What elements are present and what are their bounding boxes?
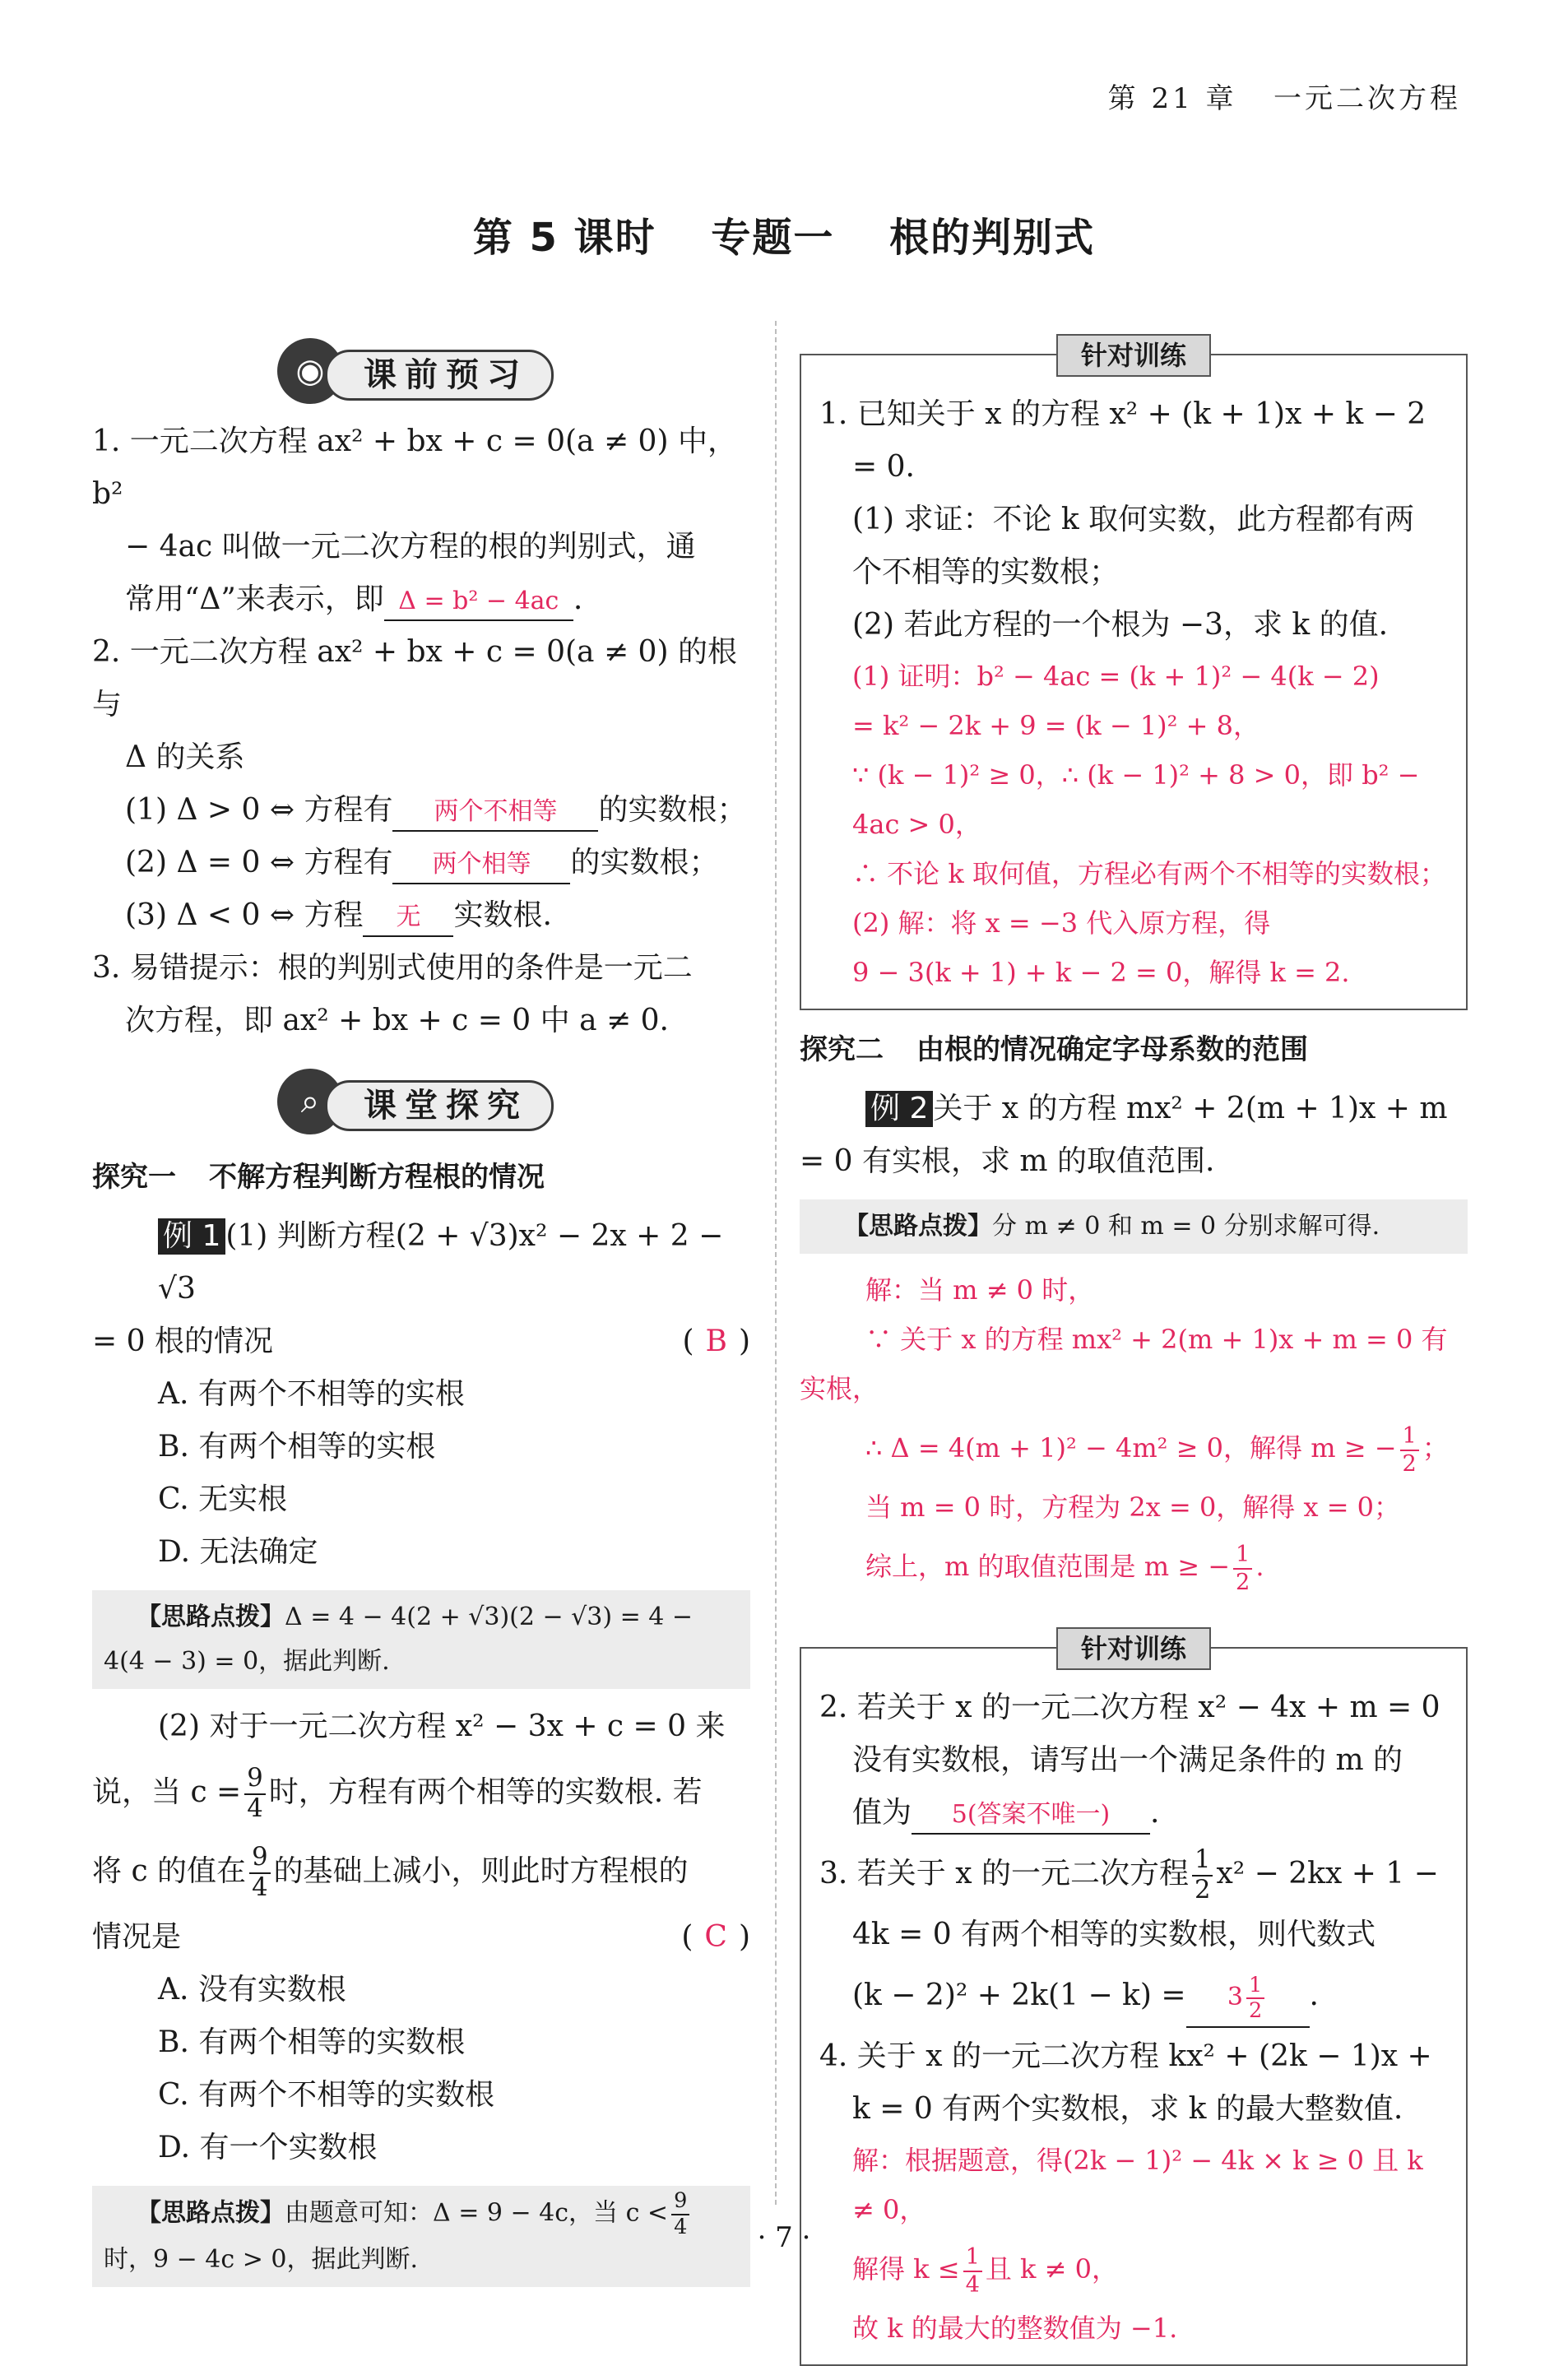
choice-1a: A. 有两个不相等的实根 [158, 1377, 465, 1411]
training-2-line-b: 没有实数根，请写出一个满足条件的 m 的 [852, 1743, 1403, 1777]
lesson-number: 第 5 课时 [472, 215, 656, 261]
lesson-topic: 专题一 [711, 215, 835, 261]
example-2-answer-6: 综上，m 的取值范围是 m ≥ − $\frac{1}{2}$ . [865, 1542, 1264, 1595]
pre-item-3-line-b: 次方程，即 ax² + bx + c = 0 中 a ≠ 0. [125, 1004, 669, 1037]
pre-class-badge [277, 333, 750, 415]
example-2-answer-4: ∴ Δ = 4(m + 1)² − 4m² ≥ 0，解得 m ≥ − $\frac{1}{2}$ ； [865, 1423, 1449, 1477]
explore-2-name: 由根的情况确定字母系数的范围 [916, 1033, 1308, 1066]
fraction-denominator: 2 [1402, 1450, 1417, 1477]
example-2-answer-5: 当 m = 0 时，方程为 2x = 0，解得 x = 0； [865, 1492, 1401, 1523]
explore-2-title [800, 1023, 1468, 1076]
training-4-answer-3: 故 k 的最大的整数值为 −1. [852, 2313, 1178, 2344]
pre-item-1-line-c-text: 常用“Δ”来表示，即 [125, 582, 384, 616]
training-1-answer-3: ∵ (k − 1)² ≥ 0，∴ (k − 1)² + 8 > 0，即 b² − 4ac > 0， [852, 759, 1420, 840]
pre-item-1-line-c: 常用“Δ”来表示，即 Δ = b² − 4ac . [92, 573, 750, 626]
choice-2b: B. 有两个相等的实数根 [158, 2025, 466, 2059]
training-3-line-a-pre: 3. 若关于 x 的一元二次方程 [819, 1857, 1189, 1890]
relation-3 [92, 889, 750, 942]
fraction-numerator: 9 [244, 1766, 265, 1795]
fraction-nine-quarters-2 [249, 1845, 270, 1900]
hint-1-label: 【思路点拨】 [137, 1603, 285, 1631]
example-1-q2-line-a: (2) 对于一元二次方程 x² − 3x + c = 0 来 [158, 1710, 726, 1743]
example-1-q2-text-b-pre: 说，当 c = [92, 1775, 242, 1809]
example-1-q2-answer: C [704, 1920, 727, 1954]
training-tag-1: 针对训练 [1056, 334, 1211, 377]
hint-2-text-a: 由题意可知：Δ = 9 − 4c，当 c < [285, 2198, 669, 2228]
right-column [800, 321, 1468, 2366]
training-1-line-c: (1) 求证：不论 k 取何实数，此方程都有两 [852, 503, 1415, 536]
example-2-text-a: 关于 x 的方程 mx² + 2(m + 1)x + m [933, 1092, 1448, 1125]
training-4-line-b: k = 0 有两个实数根，求 k 的最大整数值. [852, 2092, 1403, 2126]
training-3-answer-fraction [1246, 1972, 1264, 2023]
fraction-numerator: 1 [1246, 1975, 1264, 2000]
training-3-line-b: 4k = 0 有两个相等的实数根，则代数式 [852, 1918, 1376, 1951]
choice-2a: A. 没有实数根 [158, 1973, 346, 2006]
choice-2d: D. 有一个实数根 [158, 2131, 378, 2164]
fraction-denominator: 4 [965, 2271, 980, 2298]
pre-item-1-line-b: − 4ac 叫做一元二次方程的根的判别式，通 [125, 530, 696, 564]
fraction-nine-quarters [244, 1766, 265, 1821]
training-3-line-c-text: (k − 2)² + 2k(1 − k) = [852, 1979, 1186, 2012]
example-2-answer-2: ∵ 关于 x 的方程 mx² + 2(m + 1)x + m = 0 有 [865, 1324, 1448, 1355]
example-1-q1-answer: B [705, 1324, 727, 1358]
fraction-denominator: 2 [1194, 1876, 1211, 1904]
hint-1-line-b: 4(4 − 3) = 0，据此判断. [104, 1647, 390, 1676]
column-divider [775, 321, 777, 2205]
training-3-line-a-post: x² − 2kx + 1 − [1216, 1857, 1439, 1890]
pre-item-2-line-b: Δ 的关系 [125, 740, 245, 774]
relation-2-answer: 两个相等 [392, 847, 570, 884]
explore-1-label: 探究一 [92, 1161, 176, 1194]
training-box-2 [800, 1633, 1468, 2366]
relation-3-post: 实数根. [453, 898, 552, 932]
example-1-q2-line-b [92, 1753, 750, 1832]
chapter-number: 第 21 章 [1107, 82, 1237, 115]
hint-1 [92, 1590, 750, 1689]
lesson-name: 根的判别式 [889, 215, 1096, 261]
example-1-q2-text-d: 情况是 [92, 1920, 182, 1954]
relation-2-pre: (2) Δ = 0 ⇔ 方程有 [125, 846, 393, 879]
relation-1-pre: (1) Δ > 0 ⇔ 方程有 [125, 793, 393, 827]
hint-3 [800, 1199, 1468, 1254]
hint-3-text: 分 m ≠ 0 和 m = 0 分别求解可得. [992, 1212, 1380, 1241]
example-2-answer-6-text: 综上，m 的取值范围是 m ≥ − [865, 1551, 1231, 1582]
fraction-numerator: 1 [963, 2246, 982, 2271]
training-tag-2: 针对训练 [1056, 1627, 1211, 1670]
lesson-title [0, 206, 1568, 262]
choice-1c: C. 无实根 [158, 1482, 288, 1516]
chapter-topic: 一元二次方程 [1273, 82, 1461, 115]
relation-3-answer: 无 [363, 899, 453, 937]
fraction-one-half [1400, 1423, 1419, 1477]
pre-item-3-line-a: 3. 易错提示：根的判别式使用的条件是一元二 [92, 951, 693, 985]
pre-item-1-line-a: 1. 一元二次方程 ax² + bx + c = 0(a ≠ 0) 中，b² [92, 424, 737, 511]
page-number: · 7 · [757, 2221, 811, 2254]
example-2-line-b: = 0 有实根，求 m 的取值范围. [800, 1144, 1215, 1178]
training-2-line-a: 2. 若关于 x 的一元二次方程 x² − 4x + m = 0 [819, 1691, 1440, 1724]
location-pin-icon: ◉ [277, 338, 343, 404]
explore-1-name: 不解方程判断方程根的情况 [209, 1161, 545, 1194]
example-1-q1-line-a [92, 1210, 750, 1315]
training-1-answer-6: 9 − 3(k + 1) + k − 2 = 0，解得 k = 2. [852, 957, 1350, 988]
pre-item-1-answer: Δ = b² − 4ac [384, 583, 573, 621]
magnifier-icon: ⌕ [277, 1069, 343, 1134]
choice-1d: D. 无法确定 [158, 1535, 318, 1569]
example-1-q1-text: (1) 判断方程(2 + √3)x² − 2x + 2 − √3 [158, 1219, 724, 1306]
relation-1 [92, 784, 750, 837]
example-1-q2-text-b-post: 时，方程有两个相等的实数根. 若 [268, 1775, 703, 1809]
relation-2-post: 的实数根； [570, 846, 719, 879]
in-class-badge [277, 1064, 750, 1146]
fraction-denominator: 4 [674, 2214, 688, 2239]
hint-2-label: 【思路点拨】 [137, 2198, 285, 2228]
relation-3-pre: (3) Δ < 0 ⇔ 方程 [125, 898, 364, 932]
relation-2 [92, 837, 750, 889]
training-1-answer-1: (1) 证明：b² − 4ac = (k + 1)² − 4(k − 2) [852, 661, 1380, 692]
training-3-answer [1186, 1969, 1310, 2028]
training-4-answer-1: 解：根据题意，得(2k − 1)² − 4k × k ≥ 0 且 k ≠ 0， [852, 2145, 1423, 2225]
hint-3-line [811, 1204, 1456, 1249]
example-2-answer-4-text: ∴ Δ = 4(m + 1)² − 4m² ≥ 0，解得 m ≥ − [865, 1432, 1397, 1464]
in-class-badge-label: 课堂探究 [325, 1080, 554, 1131]
example-1-q2-line-d [92, 1911, 750, 1964]
example-1-q1-answer-bracket: ( B ) [682, 1324, 750, 1358]
training-1-line-d: 个不相等的实数根； [852, 555, 1120, 589]
example-1-q1-line-b [92, 1315, 750, 1368]
example-1-q2-answer-bracket: ( C ) [681, 1920, 750, 1954]
example-2-answer-3: 实根， [800, 1373, 879, 1404]
example-1-tag: 例 1 [158, 1218, 225, 1255]
fraction-one-half-2 [1233, 1543, 1252, 1593]
training-1-answer-2: = k² − 2k + 9 = (k − 1)² + 8， [852, 710, 1260, 741]
explore-1-title [92, 1151, 750, 1204]
fraction-numerator: 9 [671, 2191, 689, 2215]
example-2-line-a [800, 1083, 1468, 1135]
example-1-q2-text-c-pre: 将 c 的值在 [92, 1854, 247, 1888]
training-2-answer: 5(答案不唯一) [912, 1797, 1150, 1835]
explore-2-label: 探究二 [800, 1033, 884, 1066]
example-1-q1-text-b: = 0 根的情况 [92, 1324, 273, 1358]
training-3-line-a [819, 1839, 1448, 1909]
fraction-denominator: 2 [1236, 1569, 1250, 1595]
example-1-q2-line-c [92, 1832, 750, 1911]
fraction-numerator: 1 [1233, 1543, 1252, 1569]
example-2-answer-1: 解：当 m ≠ 0 时， [865, 1274, 1095, 1306]
hint-1-text-a: Δ = 4 − 4(2 + √3)(2 − √3) = 4 − [285, 1603, 694, 1631]
training-4-answer-2-post: 且 k ≠ 0， [985, 2253, 1118, 2285]
pre-class-badge-label: 课前预习 [325, 350, 554, 401]
training-1-line-e: (2) 若此方程的一个根为 −3，求 k 的值. [852, 608, 1389, 642]
fraction-denominator: 2 [1248, 1998, 1263, 2023]
fraction-numerator: 9 [249, 1845, 270, 1874]
choice-2c: C. 有两个不相等的实数根 [158, 2078, 495, 2112]
relation-1-answer: 两个不相等 [392, 794, 598, 832]
relation-1-post: 的实数根； [598, 793, 747, 827]
example-2-tag: 例 2 [865, 1091, 933, 1127]
training-1-line-a: 1. 已知关于 x 的方程 x² + (k + 1)x + k − 2 [819, 397, 1427, 431]
choice-1b: B. 有两个相等的实根 [158, 1430, 436, 1464]
chapter-header [1108, 76, 1461, 116]
training-4-line-a: 4. 关于 x 的一元二次方程 kx² + (2k − 1)x + [819, 2039, 1432, 2073]
training-box-1 [800, 340, 1468, 1010]
fraction-one-half-3 [1192, 1845, 1213, 1904]
fraction-numerator: 1 [1400, 1425, 1419, 1450]
fraction-denominator: 4 [252, 1873, 268, 1902]
training-1-line-b: = 0. [852, 450, 915, 484]
training-1-answer-5: (2) 解：将 x = −3 代入原方程，得 [852, 907, 1271, 939]
hint-3-label: 【思路点拨】 [844, 1212, 992, 1241]
hint-1-line-a [104, 1595, 739, 1640]
pre-item-2-line-a: 2. 一元二次方程 ax² + bx + c = 0(a ≠ 0) 的根与 [92, 635, 737, 721]
training-3-line-c: (k − 2)² + 2k(1 − k) = 3 $\frac{1}{2}$ . [819, 1961, 1448, 2030]
training-2-line-c-text: 值为 [852, 1796, 912, 1830]
hint-2-line-b: 时，9 − 4c > 0，据此判断. [104, 2245, 419, 2274]
training-2-line-c: 值为 5(答案不唯一) . [819, 1787, 1448, 1839]
training-3-answer-whole: 3 [1227, 1983, 1243, 2011]
fraction-denominator: 4 [247, 1794, 263, 1823]
left-column [92, 333, 750, 2299]
example-1-q2-text-c-post: 的基础上减小，则此时方程根的 [273, 1854, 689, 1888]
training-1-answer-4: ∴ 不论 k 取何值，方程必有两个不相等的实数根； [852, 858, 1446, 889]
training-4-answer-2-text: 解得 k ≤ [852, 2253, 960, 2285]
fraction-numerator: 1 [1192, 1848, 1213, 1877]
